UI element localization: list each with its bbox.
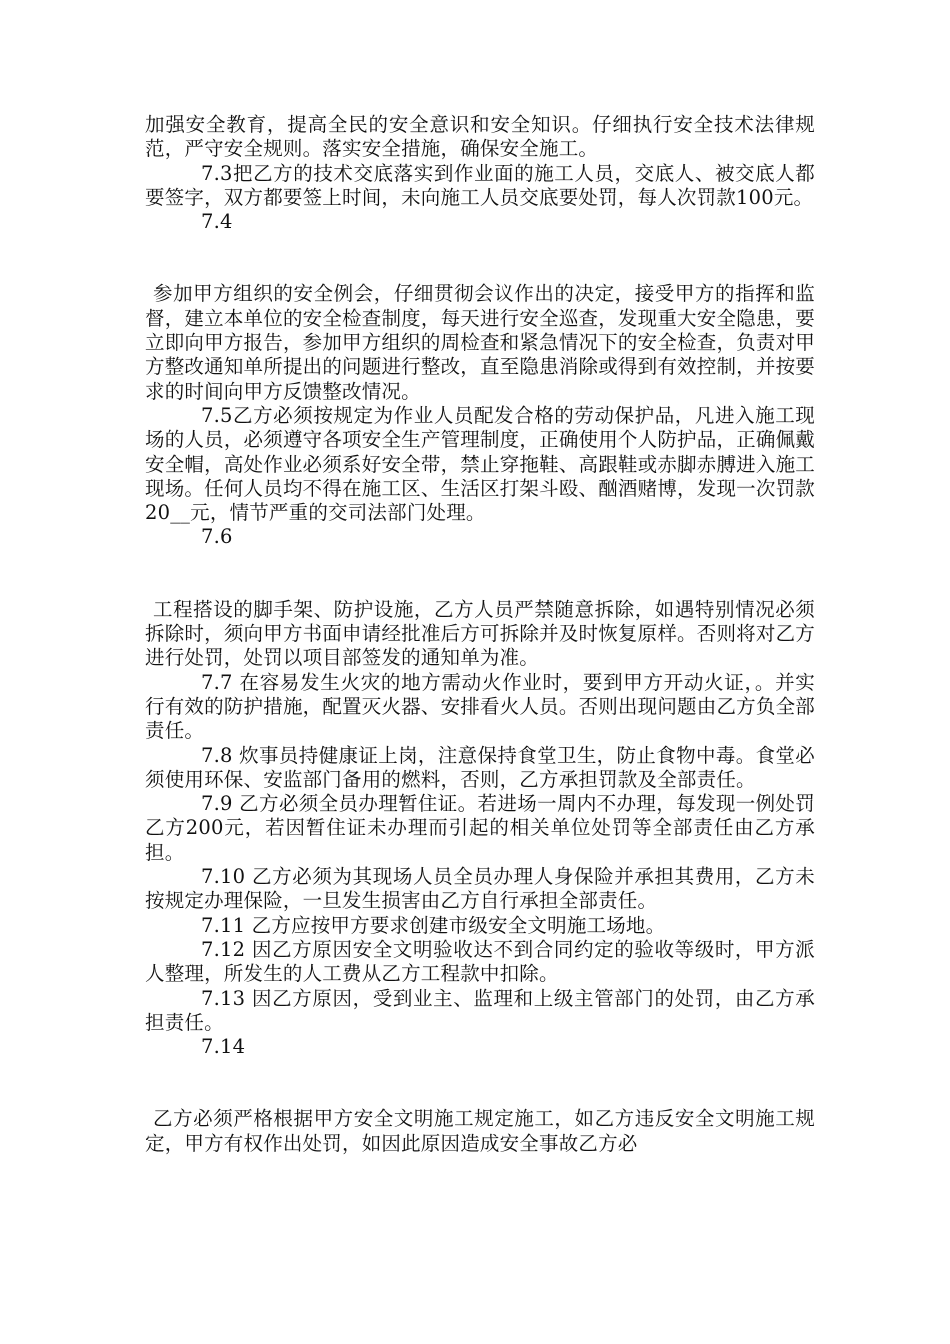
- clause-7-13: 7.13 因乙方原因，受到业主、监理和上级主管部门的处罚，由乙方承担责任。: [145, 986, 815, 1034]
- clause-7-3: 7.3把乙方的技术交底落实到作业面的施工人员，交底人、被交底人都要签字，双方都要签上时间，未向施工人员交底要处罚，每人次罚款100元。: [145, 161, 815, 209]
- document-body: [145, 113, 815, 1156]
- clause-7-7: 7.7 在容易发生火灾的地方需动火作业时，要到甲方开动火证，。并实行有效的防护措施，配置灭火器、安排看火人员。否则出现问题由乙方负全部责任。: [145, 670, 815, 743]
- paragraph-gap: [145, 1059, 815, 1107]
- clause-7-6-body: 工程搭设的脚手架、防护设施，乙方人员严禁随意拆除，如遇特别情况必须拆除时，须向甲方书面申请经批准后方可拆除并及时恢复原样。否则将对乙方进行处罚，处罚以项目部签发的通知单为准。: [145, 597, 815, 670]
- clause-7-11: 7.11 乙方应按甲方要求创建市级安全文明施工场地。: [201, 913, 666, 937]
- clause-7-4-body: 参加甲方组织的安全例会，仔细贯彻会议作出的决定，接受甲方的指挥和监督，建立本单位的安全检查制度，每天进行安全巡查，发现重大安全隐患，要立即向甲方报告，参加甲方组织的周检查和紧急情况下的安全检查，负责对甲方整改通知单所提出的问题进行整改，直至隐患消除或得到有效控制，并按要求的时间向甲方反馈整改情况。: [145, 282, 815, 403]
- paragraph-gap: [145, 550, 815, 598]
- clause-7-6-number: 7.6: [201, 525, 233, 549]
- clause-7-4-number: 7.4: [201, 210, 233, 234]
- clause-7-14-body: 乙方必须严格根据甲方安全文明施工规定施工，如乙方违反安全文明施工规定，甲方有权作出处罚，如因此原因造成安全事故乙方必: [145, 1107, 815, 1155]
- clause-7-9: 7.9 乙方必须全员办理暂住证。若进场一周内不办理，每发现一例处罚乙方200元，若因暂住证未办理而引起的相关单位处罚等全部责任由乙方承担。: [145, 792, 815, 864]
- clause-7-10: 7.10 乙方必须为其现场人员全员办理人身保险并承担其费用，乙方未按规定办理保险，一旦发生损害由乙方自行承担全部责任。: [145, 865, 815, 913]
- paragraph-continued: 加强安全教育，提高全民的安全意识和安全知识。仔细执行安全技术法律规范，严守安全规则。落实安全措施，确保安全施工。: [145, 113, 815, 161]
- clause-7-14-number: 7.14: [201, 1035, 246, 1059]
- clause-7-8: 7.8 炊事员持健康证上岗，注意保持食堂卫生，防止食物中毒。食堂必须使用环保、安监部门备用的燃料，否则，乙方承担罚款及全部责任。: [145, 743, 815, 791]
- clause-7-5: 7.5乙方必须按规定为作业人员配发合格的劳动保护品，凡进入施工现场的人员，必须遵守各项安全生产管理制度，正确使用个人防护品，正确佩戴安全帽，高处作业必须系好安全带，禁止穿拖鞋、高跟鞋或赤脚赤膊进入施工现场。任何人员均不得在施工区、生活区打架斗殴、酗酒赌博，发现一次罚款20__元，情节严重的交司法部门处理。: [145, 403, 815, 525]
- paragraph-gap: [145, 234, 815, 282]
- clause-7-12: 7.12 因乙方原因安全文明验收达不到合同约定的验收等级时，甲方派人整理，所发生的人工费从乙方工程款中扣除。: [145, 937, 815, 986]
